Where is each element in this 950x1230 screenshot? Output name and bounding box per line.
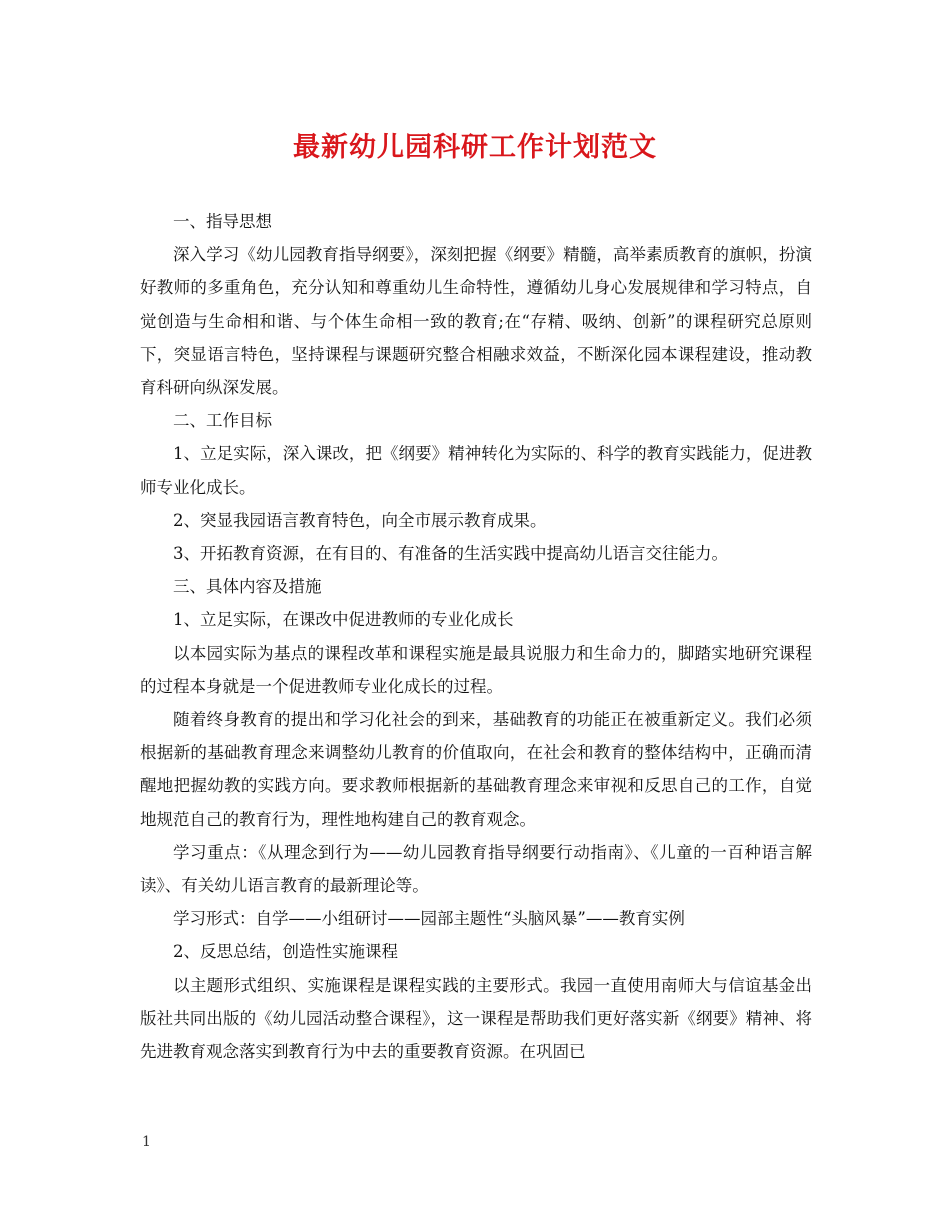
paragraph-guiding-ideology: 深入学习《幼儿园教育指导纲要》，深刻把握《纲要》精髓，高举素质教育的旗帜，扮演好教师的多重角色，充分认知和尊重幼儿生命特性，遵循幼儿身心发展规律和学习特点，自觉创造与生命相和谐、与个体生命相一致的教育;在“存精、吸纳、创新”的课程研究总原则下，突显语言特色，坚持课程与课题研究整合相融求效益，不断深化园本课程建设，推动教育科研向纵深发展。 — [140, 245, 812, 398]
section-heading-work-goals: 二、工作目标 — [173, 411, 272, 431]
document-title: 最新幼儿园科研工作计划范文 — [293, 132, 657, 163]
paragraph-study-focus: 学习重点：《从理念到行为——幼儿园教育指导纲要行动指南》、《儿童的一百种语言解读》、有关幼儿语言教育的最新理论等。 — [140, 842, 812, 896]
page-number: 1 — [142, 1134, 151, 1150]
goal-item-1: 1、立足实际，深入课改，把《纲要》精神转化为实际的、科学的教育实践能力，促进教师专业化成长。 — [140, 444, 812, 497]
section-heading-content-measures: 三、具体内容及措施 — [173, 577, 322, 597]
subheading-measure-1: 1、立足实际，在课改中促进教师的专业化成长 — [173, 610, 514, 630]
paragraph-thematic-curriculum: 以主题形式组织、实施课程是课程实践的主要形式。我园一直使用南师大与信谊基金出版社共同出版的《幼儿园活动整合课程》，这一课程是帮助我们更好落实新《纲要》精神、将先进教育观念落实到教育行为中去的重要教育资源。在巩固已 — [140, 975, 812, 1062]
section-heading-guiding-ideology: 一、指导思想 — [173, 212, 272, 231]
goal-item-2: 2、突显我园语言教育特色，向全市展示教育成果。 — [173, 510, 547, 530]
goal-item-3: 3、开拓教育资源，在有目的、有准备的生活实践中提高幼儿语言交往能力。 — [173, 544, 728, 564]
subheading-measure-2: 2、反思总结，创造性实施课程 — [173, 942, 398, 962]
document-body — [140, 205, 812, 1068]
paragraph-curriculum-reform: 以本园实际为基点的课程改革和课程实施是最具说服力和生命力的，脚踏实地研究课程的过程本身就是一个促进教师专业化成长的过程。 — [140, 643, 812, 696]
paragraph-study-format: 学习形式：自学——小组研讨——园部主题性“头脑风暴”——教育实例 — [173, 909, 685, 929]
paragraph-lifelong-education: 随着终身教育的提出和学习化社会的到来，基础教育的功能正在被重新定义。我们必须根据新的基础教育理念来调整幼儿教育的价值取向，在社会和教育的整体结构中，正确而清醒地把握幼教的实践方向。要求教师根据新的基础教育理念来审视和反思自己的工作，自觉地规范自己的教育行为，理性地构建自己的教育观念。 — [140, 710, 812, 829]
